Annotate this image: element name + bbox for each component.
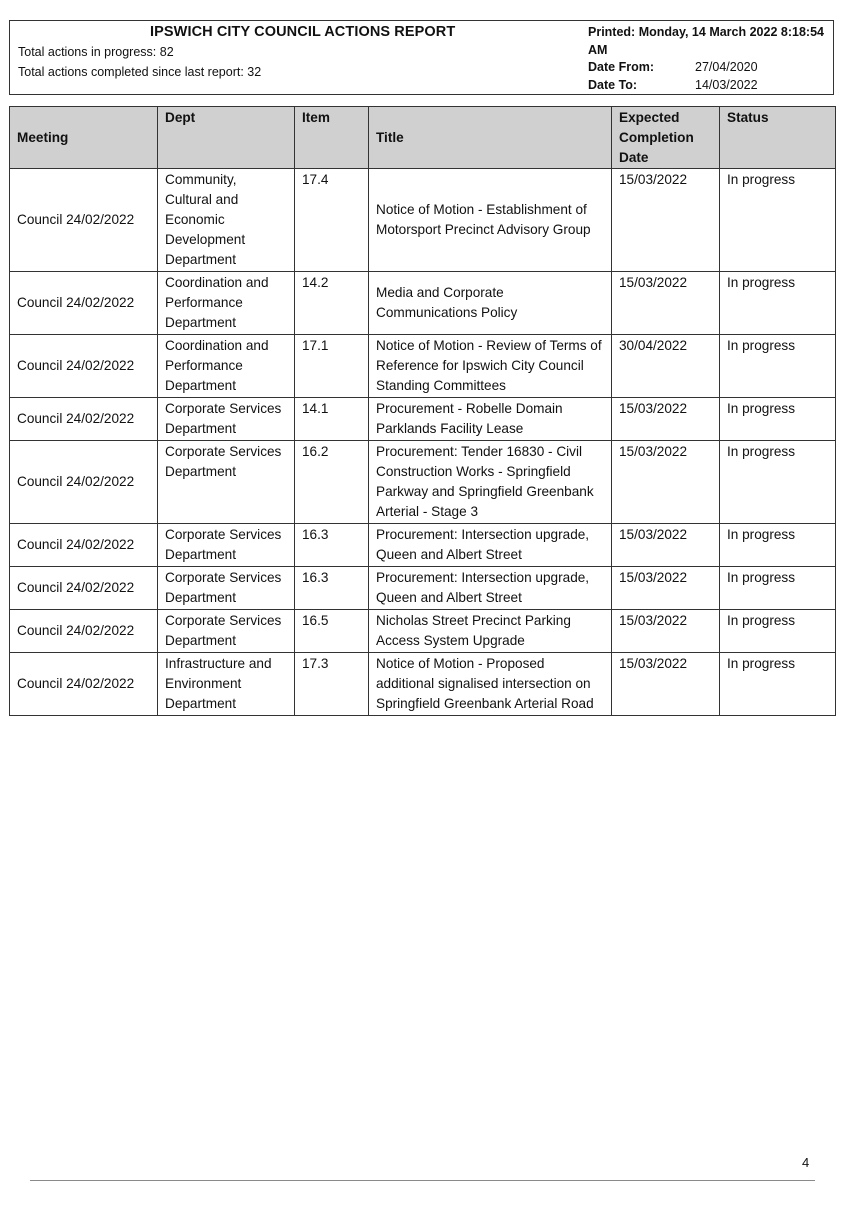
cell-item: 14.2 [295, 272, 369, 335]
column-header-status: Status [720, 107, 836, 169]
cell-expected-date: 15/03/2022 [612, 398, 720, 441]
cell-meeting: Council 24/02/2022 [10, 567, 158, 610]
table-row [10, 169, 836, 272]
cell-expected-date: 30/04/2022 [612, 335, 720, 398]
cell-title: Procurement: Intersection upgrade, Queen and Albert Street [369, 524, 612, 567]
date-from-label: Date From: [588, 60, 654, 74]
cell-item: 14.1 [295, 398, 369, 441]
table-header-row [10, 107, 836, 169]
cell-status: In progress [720, 169, 836, 272]
table-row [10, 524, 836, 567]
cell-expected-date: 15/03/2022 [612, 567, 720, 610]
printed-timestamp: Printed: Monday, 14 March 2022 8:18:54 AM [588, 25, 824, 57]
cell-expected-date: 15/03/2022 [612, 169, 720, 272]
cell-title: Procurement: Intersection upgrade, Queen and Albert Street [369, 567, 612, 610]
table-row [10, 272, 836, 335]
cell-status: In progress [720, 398, 836, 441]
cell-item: 16.3 [295, 524, 369, 567]
column-header-meeting: Meeting [10, 107, 158, 169]
cell-title: Procurement - Robelle Domain Parklands Facility Lease [369, 398, 612, 441]
cell-dept: Corporate Services Department [158, 441, 295, 524]
cell-item: 17.1 [295, 335, 369, 398]
cell-title: Notice of Motion - Proposed additional signalised intersection on Springfield Greenbank Arterial Road [369, 653, 612, 716]
table-row [10, 441, 836, 524]
cell-expected-date: 15/03/2022 [612, 441, 720, 524]
cell-title: Media and Corporate Communications Policy [369, 272, 612, 335]
cell-item: 17.4 [295, 169, 369, 272]
report-title: IPSWICH CITY COUNCIL ACTIONS REPORT [150, 24, 456, 40]
cell-expected-date: 15/03/2022 [612, 272, 720, 335]
cell-meeting: Council 24/02/2022 [10, 398, 158, 441]
column-header-expected-completion-date: Expected Completion Date [612, 107, 720, 169]
cell-dept: Coordination and Performance Department [158, 335, 295, 398]
date-to-value: 14/03/2022 [695, 78, 758, 92]
cell-expected-date: 15/03/2022 [612, 653, 720, 716]
cell-meeting: Council 24/02/2022 [10, 653, 158, 716]
cell-item: 16.2 [295, 441, 369, 524]
cell-title: Notice of Motion - Establishment of Motorsport Precinct Advisory Group [369, 169, 612, 272]
cell-title: Notice of Motion - Review of Terms of Reference for Ipswich City Council Standing Committees [369, 335, 612, 398]
cell-meeting: Council 24/02/2022 [10, 335, 158, 398]
actions-completed: Total actions completed since last report: 32 [18, 65, 262, 79]
cell-dept: Infrastructure and Environment Department [158, 653, 295, 716]
cell-meeting: Council 24/02/2022 [10, 441, 158, 524]
cell-dept: Corporate Services Department [158, 524, 295, 567]
cell-status: In progress [720, 610, 836, 653]
cell-expected-date: 15/03/2022 [612, 610, 720, 653]
table-row [10, 610, 836, 653]
page-number: 4 [802, 1155, 810, 1170]
cell-title: Nicholas Street Precinct Parking Access System Upgrade [369, 610, 612, 653]
cell-meeting: Council 24/02/2022 [10, 272, 158, 335]
table-row [10, 567, 836, 610]
cell-title: Procurement: Tender 16830 - Civil Construction Works - Springfield Parkway and Springfield Greenbank Arterial - Stage 3 [369, 441, 612, 524]
cell-status: In progress [720, 272, 836, 335]
report-header [9, 20, 834, 95]
column-header-title: Title [369, 107, 612, 169]
actions-table [9, 106, 836, 716]
date-from-value: 27/04/2020 [695, 60, 758, 74]
table-row [10, 653, 836, 716]
column-header-dept: Dept [158, 107, 295, 169]
cell-item: 16.3 [295, 567, 369, 610]
cell-status: In progress [720, 524, 836, 567]
cell-dept: Coordination and Performance Department [158, 272, 295, 335]
column-header-item: Item [295, 107, 369, 169]
cell-meeting: Council 24/02/2022 [10, 524, 158, 567]
table-row [10, 398, 836, 441]
table-row [10, 335, 836, 398]
footer-divider [30, 1180, 815, 1181]
date-to-label: Date To: [588, 78, 638, 92]
cell-status: In progress [720, 567, 836, 610]
cell-dept: Corporate Services Department [158, 567, 295, 610]
cell-status: In progress [720, 441, 836, 524]
cell-status: In progress [720, 335, 836, 398]
cell-item: 17.3 [295, 653, 369, 716]
cell-status: In progress [720, 653, 836, 716]
cell-dept: Corporate Services Department [158, 398, 295, 441]
cell-meeting: Council 24/02/2022 [10, 610, 158, 653]
cell-dept: Corporate Services Department [158, 610, 295, 653]
cell-meeting: Council 24/02/2022 [10, 169, 158, 272]
cell-item: 16.5 [295, 610, 369, 653]
actions-in-progress: Total actions in progress: 82 [18, 45, 174, 59]
cell-dept: Community, Cultural and Economic Development Department [158, 169, 295, 272]
cell-expected-date: 15/03/2022 [612, 524, 720, 567]
